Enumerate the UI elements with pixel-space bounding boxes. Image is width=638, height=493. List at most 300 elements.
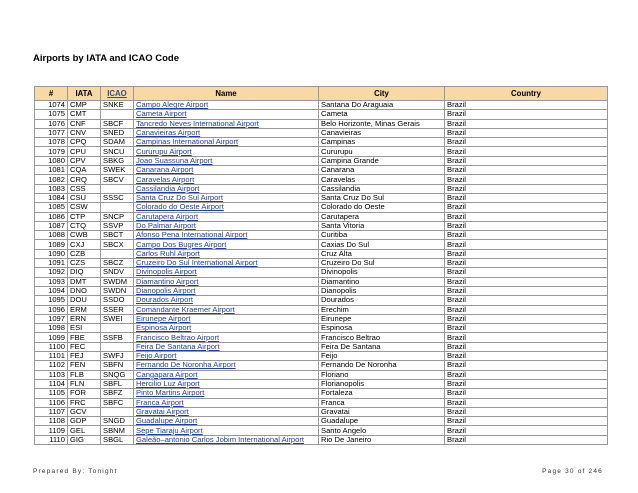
cell-city: Erechim: [319, 305, 445, 314]
cell-city: Eirunepe: [319, 314, 445, 323]
cell-iata: CZB: [68, 249, 101, 258]
table-row: [35, 147, 608, 156]
table-row: [35, 193, 608, 202]
cell-iata: CPQ: [68, 138, 101, 147]
table-row: [35, 324, 608, 333]
cell-name[interactable]: [134, 407, 319, 416]
cell-icao: SSFB: [101, 333, 134, 342]
cell-number: 1098: [35, 324, 68, 333]
table-row: [35, 426, 608, 435]
table-row: [35, 305, 608, 314]
cell-country: Brazil: [445, 221, 608, 230]
table-row: [35, 221, 608, 230]
cell-icao: SBFL: [101, 379, 134, 388]
cell-iata: CSW: [68, 203, 101, 212]
cell-iata: CMP: [68, 101, 101, 110]
cell-city: Feijo: [319, 352, 445, 361]
cell-number: 1105: [35, 389, 68, 398]
column-header-country: Country: [445, 87, 608, 101]
cell-icao: SBCV: [101, 175, 134, 184]
table-row: [35, 249, 608, 258]
airport-link[interactable]: Campo Alegre Airport: [136, 100, 209, 110]
column-header-city: City: [319, 87, 445, 101]
cell-number: 1106: [35, 398, 68, 407]
airport-link[interactable]: Cururupu Airport: [136, 146, 192, 156]
cell-city: Espinosa: [319, 324, 445, 333]
cell-country: Brazil: [445, 231, 608, 240]
cell-number: 1101: [35, 352, 68, 361]
cell-iata: CXJ: [68, 240, 101, 249]
cell-country: Brazil: [445, 184, 608, 193]
cell-number: 1092: [35, 268, 68, 277]
cell-icao: [101, 203, 134, 212]
cell-country: Brazil: [445, 101, 608, 110]
table-row: [35, 398, 608, 407]
footer-prepared-by: Prepared By: Tonight: [33, 468, 118, 475]
cell-country: Brazil: [445, 193, 608, 202]
cell-country: Brazil: [445, 156, 608, 165]
cell-city: Cururupu: [319, 147, 445, 156]
cell-iata: CPU: [68, 147, 101, 156]
cell-country: Brazil: [445, 249, 608, 258]
cell-city: Santa Vitoria: [319, 221, 445, 230]
cell-icao: SNKE: [101, 101, 134, 110]
cell-icao: SBKG: [101, 156, 134, 165]
cell-city: Fernando De Noronha: [319, 361, 445, 370]
cell-icao: SBFC: [101, 398, 134, 407]
cell-number: 1078: [35, 138, 68, 147]
cell-iata: CRQ: [68, 175, 101, 184]
cell-country: Brazil: [445, 175, 608, 184]
cell-icao: SBFZ: [101, 389, 134, 398]
cell-iata: GCV: [68, 407, 101, 416]
cell-iata: CSS: [68, 184, 101, 193]
airport-link[interactable]: Canavieiras Airport: [136, 128, 201, 138]
cell-city: Rio De Janeiro: [319, 435, 445, 444]
airport-link[interactable]: Fernando De Noronha Airport: [136, 360, 236, 370]
cell-iata: FEC: [68, 342, 101, 351]
airport-link[interactable]: Sepe Tiaraju Airport: [136, 425, 203, 435]
cell-name[interactable]: [134, 361, 319, 370]
cell-country: Brazil: [445, 296, 608, 305]
airport-link[interactable]: Espinosa Airport: [136, 323, 192, 333]
cell-name[interactable]: [134, 166, 319, 175]
cell-number: 1084: [35, 193, 68, 202]
cell-iata: DMT: [68, 277, 101, 286]
table-row: [35, 407, 608, 416]
cell-name[interactable]: [134, 259, 319, 268]
cell-number: 1102: [35, 361, 68, 370]
cell-number: 1090: [35, 249, 68, 258]
table-row: [35, 231, 608, 240]
column-header-iata: IATA: [68, 87, 101, 101]
airport-link[interactable]: Cameta Airport: [136, 109, 187, 119]
cell-city: Colorado do Oeste: [319, 203, 445, 212]
cell-name[interactable]: [134, 128, 319, 137]
airport-link[interactable]: Carlos Ruhl Airport: [136, 249, 200, 258]
table-row: [35, 314, 608, 323]
cell-country: Brazil: [445, 240, 608, 249]
cell-name[interactable]: [134, 370, 319, 379]
table-row: [35, 175, 608, 184]
cell-city: Caravelas: [319, 175, 445, 184]
table-row: [35, 259, 608, 268]
cell-number: 1089: [35, 240, 68, 249]
cell-icao: SNGD: [101, 417, 134, 426]
cell-city: Floriano: [319, 370, 445, 379]
cell-country: Brazil: [445, 314, 608, 323]
cell-iata: FLN: [68, 379, 101, 388]
cell-name[interactable]: [134, 138, 319, 147]
cell-name[interactable]: [134, 147, 319, 156]
airport-link[interactable]: Do Palmar Airport: [136, 221, 196, 230]
cell-number: 1088: [35, 231, 68, 240]
airport-link[interactable]: Joao Suassuna Airport: [136, 156, 213, 165]
cell-iata: GIG: [68, 435, 101, 444]
cell-iata: ESI: [68, 324, 101, 333]
cell-name[interactable]: [134, 435, 319, 444]
cell-city: Gravatai: [319, 407, 445, 416]
cell-number: 1091: [35, 259, 68, 268]
cell-number: 1074: [35, 101, 68, 110]
cell-number: 1077: [35, 128, 68, 137]
table-row: [35, 435, 608, 444]
cell-country: Brazil: [445, 435, 608, 444]
cell-icao: SNDV: [101, 268, 134, 277]
cell-name[interactable]: [134, 184, 319, 193]
airport-link[interactable]: Campo Dos Bugres Airport: [136, 239, 227, 249]
cell-country: Brazil: [445, 324, 608, 333]
cell-country: Brazil: [445, 370, 608, 379]
airport-link[interactable]: Campinas International Airport: [136, 137, 239, 147]
cell-city: Francisco Beltrao: [319, 333, 445, 342]
cell-icao: [101, 407, 134, 416]
cell-city: Cruz Alta: [319, 249, 445, 258]
table-row: [35, 417, 608, 426]
table-row: [35, 286, 608, 295]
cell-country: Brazil: [445, 398, 608, 407]
cell-name[interactable]: [134, 249, 319, 258]
cell-country: Brazil: [445, 352, 608, 361]
airport-link[interactable]: Comandante Kraemer Airport: [136, 305, 235, 314]
cell-country: Brazil: [445, 166, 608, 175]
table-row: [35, 212, 608, 221]
cell-city: Dianopolis: [319, 286, 445, 295]
cell-number: 1085: [35, 203, 68, 212]
airport-link[interactable]: Cruzeiro Do Sul International Airport: [136, 258, 258, 268]
cell-name[interactable]: [134, 268, 319, 277]
table-row: [35, 184, 608, 193]
cell-country: Brazil: [445, 147, 608, 156]
cell-icao: SBCT: [101, 231, 134, 240]
airport-link[interactable]: Tancredo Neves International Airport: [136, 119, 259, 128]
cell-name[interactable]: [134, 212, 319, 221]
airport-link[interactable]: Feijo Airport: [136, 351, 177, 361]
cell-iata: ERM: [68, 305, 101, 314]
cell-city: Cruzeiro Do Sul: [319, 259, 445, 268]
cell-number: 1095: [35, 296, 68, 305]
airport-link[interactable]: Hercilio Luz Airport: [136, 379, 200, 389]
cell-number: 1109: [35, 426, 68, 435]
cell-icao: [101, 342, 134, 351]
cell-country: Brazil: [445, 119, 608, 128]
cell-iata: FRC: [68, 398, 101, 407]
airport-link[interactable]: Guadalupe Airport: [136, 416, 198, 426]
airport-link[interactable]: Santa Cruz Do Sul Airport: [136, 193, 223, 203]
airport-link[interactable]: Francisco Beltrao Airport: [136, 332, 220, 342]
cell-name[interactable]: [134, 193, 319, 202]
cell-name[interactable]: [134, 203, 319, 212]
cell-icao: [101, 184, 134, 193]
cell-number: 1103: [35, 370, 68, 379]
cell-city: Franca: [319, 398, 445, 407]
table-row: [35, 277, 608, 286]
cell-city: Belo Horizonte, Minas Gerais: [319, 119, 445, 128]
cell-name[interactable]: [134, 119, 319, 128]
cell-country: Brazil: [445, 361, 608, 370]
cell-country: Brazil: [445, 138, 608, 147]
cell-name[interactable]: [134, 175, 319, 184]
cell-icao: SWEK: [101, 166, 134, 175]
cell-country: Brazil: [445, 333, 608, 342]
cell-name[interactable]: [134, 379, 319, 388]
cell-number: 1076: [35, 119, 68, 128]
cell-city: Curitiba: [319, 231, 445, 240]
cell-name[interactable]: [134, 342, 319, 351]
cell-city: Caxias Do Sul: [319, 240, 445, 249]
table-row: [35, 128, 608, 137]
cell-country: Brazil: [445, 417, 608, 426]
cell-number: 1110: [35, 435, 68, 444]
cell-name[interactable]: [134, 110, 319, 119]
cell-name[interactable]: [134, 286, 319, 295]
airport-link[interactable]: Dourados Airport: [136, 295, 193, 305]
cell-name[interactable]: [134, 231, 319, 240]
cell-iata: FLB: [68, 370, 101, 379]
cell-name[interactable]: [134, 314, 319, 323]
cell-country: Brazil: [445, 203, 608, 212]
airport-link[interactable]: Cangapara Airport: [136, 370, 198, 379]
column-header-name: Name: [134, 87, 319, 101]
cell-country: Brazil: [445, 286, 608, 295]
cell-icao: SBFN: [101, 361, 134, 370]
cell-iata: GDP: [68, 417, 101, 426]
airport-link[interactable]: Cassilandia Airport: [136, 184, 200, 193]
cell-name[interactable]: [134, 352, 319, 361]
cell-iata: DOU: [68, 296, 101, 305]
cell-country: Brazil: [445, 259, 608, 268]
table-row: [35, 370, 608, 379]
cell-icao: SWEI: [101, 314, 134, 323]
cell-name[interactable]: [134, 426, 319, 435]
cell-iata: GEL: [68, 426, 101, 435]
cell-city: Santana Do Araguaia: [319, 101, 445, 110]
airport-link[interactable]: Franca Airport: [136, 398, 184, 407]
cell-name[interactable]: [134, 305, 319, 314]
table-row: [35, 203, 608, 212]
cell-name[interactable]: [134, 221, 319, 230]
cell-city: Guadalupe: [319, 417, 445, 426]
cell-iata: FEN: [68, 361, 101, 370]
cell-iata: CQA: [68, 166, 101, 175]
cell-icao: SNED: [101, 128, 134, 137]
table-row: [35, 352, 608, 361]
table-row: [35, 333, 608, 342]
table-row: [35, 268, 608, 277]
cell-iata: CTP: [68, 212, 101, 221]
cell-number: 1094: [35, 286, 68, 295]
cell-name[interactable]: [134, 240, 319, 249]
table-row: [35, 342, 608, 351]
cell-iata: CPV: [68, 156, 101, 165]
cell-name[interactable]: [134, 156, 319, 165]
table-row: [35, 138, 608, 147]
cell-number: 1080: [35, 156, 68, 165]
cell-city: Santo Angelo: [319, 426, 445, 435]
cell-city: Santa Cruz Do Sul: [319, 193, 445, 202]
cell-icao: [101, 249, 134, 258]
cell-iata: CSU: [68, 193, 101, 202]
cell-country: Brazil: [445, 110, 608, 119]
airport-link[interactable]: Eirunepe Airport: [136, 314, 191, 323]
cell-iata: FOR: [68, 389, 101, 398]
cell-country: Brazil: [445, 128, 608, 137]
airport-link[interactable]: Galeão–antonio Carlos Jobim International Airport: [136, 435, 305, 444]
table-row: [35, 156, 608, 165]
cell-iata: CTQ: [68, 221, 101, 230]
cell-city: Diamantino: [319, 277, 445, 286]
column-header-icao[interactable]: ICAO: [101, 87, 134, 101]
cell-icao: SBCF: [101, 119, 134, 128]
cell-icao: [101, 110, 134, 119]
cell-city: Carutapera: [319, 212, 445, 221]
cell-number: 1108: [35, 417, 68, 426]
cell-iata: CMT: [68, 110, 101, 119]
cell-number: 1079: [35, 147, 68, 156]
table-row: [35, 166, 608, 175]
cell-city: Campina Grande: [319, 156, 445, 165]
cell-city: Fortaleza: [319, 389, 445, 398]
cell-city: Divinopolis: [319, 268, 445, 277]
table-row: [35, 240, 608, 249]
cell-number: 1100: [35, 342, 68, 351]
cell-name[interactable]: [134, 296, 319, 305]
airport-link[interactable]: Colorado do Oeste Airport: [136, 202, 224, 212]
cell-number: 1097: [35, 314, 68, 323]
cell-name[interactable]: [134, 389, 319, 398]
cell-number: 1104: [35, 379, 68, 388]
cell-name[interactable]: [134, 101, 319, 110]
airport-link[interactable]: Dianopolis Airport: [136, 286, 196, 296]
cell-country: Brazil: [445, 268, 608, 277]
cell-iata: DIQ: [68, 268, 101, 277]
cell-icao: SWFJ: [101, 352, 134, 361]
cell-iata: DNO: [68, 286, 101, 295]
cell-name[interactable]: [134, 333, 319, 342]
cell-iata: FEJ: [68, 352, 101, 361]
airport-link[interactable]: Pinto Martins Airport: [136, 388, 205, 398]
cell-country: Brazil: [445, 342, 608, 351]
airport-link[interactable]: Diamantino Airport: [136, 277, 199, 286]
cell-city: Cameta: [319, 110, 445, 119]
cell-city: Campinas: [319, 138, 445, 147]
table-row: [35, 119, 608, 128]
cell-icao: SBGL: [101, 435, 134, 444]
cell-icao: SSSC: [101, 193, 134, 202]
cell-icao: SSER: [101, 305, 134, 314]
table-row: [35, 389, 608, 398]
cell-iata: FBE: [68, 333, 101, 342]
table-row: [35, 110, 608, 119]
table-header-row: [35, 87, 608, 101]
cell-country: Brazil: [445, 389, 608, 398]
footer-page-number: Page 30 of 246: [542, 468, 603, 475]
cell-number: 1087: [35, 221, 68, 230]
cell-city: Canavieiras: [319, 128, 445, 137]
cell-iata: CZS: [68, 259, 101, 268]
airport-link[interactable]: Gravatai Airport: [136, 407, 189, 416]
airport-link[interactable]: Carutapera Airport: [136, 212, 199, 221]
column-header-number: #: [35, 87, 68, 101]
cell-iata: CNF: [68, 119, 101, 128]
cell-icao: SDAM: [101, 138, 134, 147]
airport-link[interactable]: Caravelas Airport: [136, 174, 195, 184]
cell-number: 1083: [35, 184, 68, 193]
table-row: [35, 379, 608, 388]
table-row: [35, 361, 608, 370]
table-body: [35, 101, 608, 445]
cell-icao: SWDN: [101, 286, 134, 295]
page-title: Airports by IATA and ICAO Code: [33, 53, 180, 64]
cell-icao: SBNM: [101, 426, 134, 435]
cell-name[interactable]: [134, 417, 319, 426]
cell-number: 1093: [35, 277, 68, 286]
cell-number: 1099: [35, 333, 68, 342]
table-row: [35, 296, 608, 305]
cell-icao: SBCZ: [101, 259, 134, 268]
cell-icao: SNCU: [101, 147, 134, 156]
airport-link[interactable]: Divinopolis Airport: [136, 267, 197, 277]
cell-icao: SNQG: [101, 370, 134, 379]
airport-link[interactable]: Afonso Pena International Airport: [136, 230, 248, 240]
cell-number: 1082: [35, 175, 68, 184]
cell-icao: SWDM: [101, 277, 134, 286]
airport-link[interactable]: Canarana Airport: [136, 165, 194, 175]
cell-name[interactable]: [134, 324, 319, 333]
cell-number: 1086: [35, 212, 68, 221]
cell-country: Brazil: [445, 407, 608, 416]
cell-iata: CWB: [68, 231, 101, 240]
cell-city: Canarana: [319, 166, 445, 175]
cell-city: Dourados: [319, 296, 445, 305]
cell-city: Cassilandia: [319, 184, 445, 193]
cell-number: 1075: [35, 110, 68, 119]
airport-link[interactable]: Feira De Santana Airport: [136, 342, 220, 351]
cell-name[interactable]: [134, 277, 319, 286]
cell-number: 1096: [35, 305, 68, 314]
cell-city: Florianopolis: [319, 379, 445, 388]
cell-country: Brazil: [445, 426, 608, 435]
cell-number: 1107: [35, 407, 68, 416]
cell-number: 1081: [35, 166, 68, 175]
cell-icao: SBCX: [101, 240, 134, 249]
cell-iata: CNV: [68, 128, 101, 137]
cell-icao: SNCP: [101, 212, 134, 221]
cell-icao: SSVP: [101, 221, 134, 230]
cell-iata: ERN: [68, 314, 101, 323]
cell-name[interactable]: [134, 398, 319, 407]
airports-table: [34, 86, 608, 445]
